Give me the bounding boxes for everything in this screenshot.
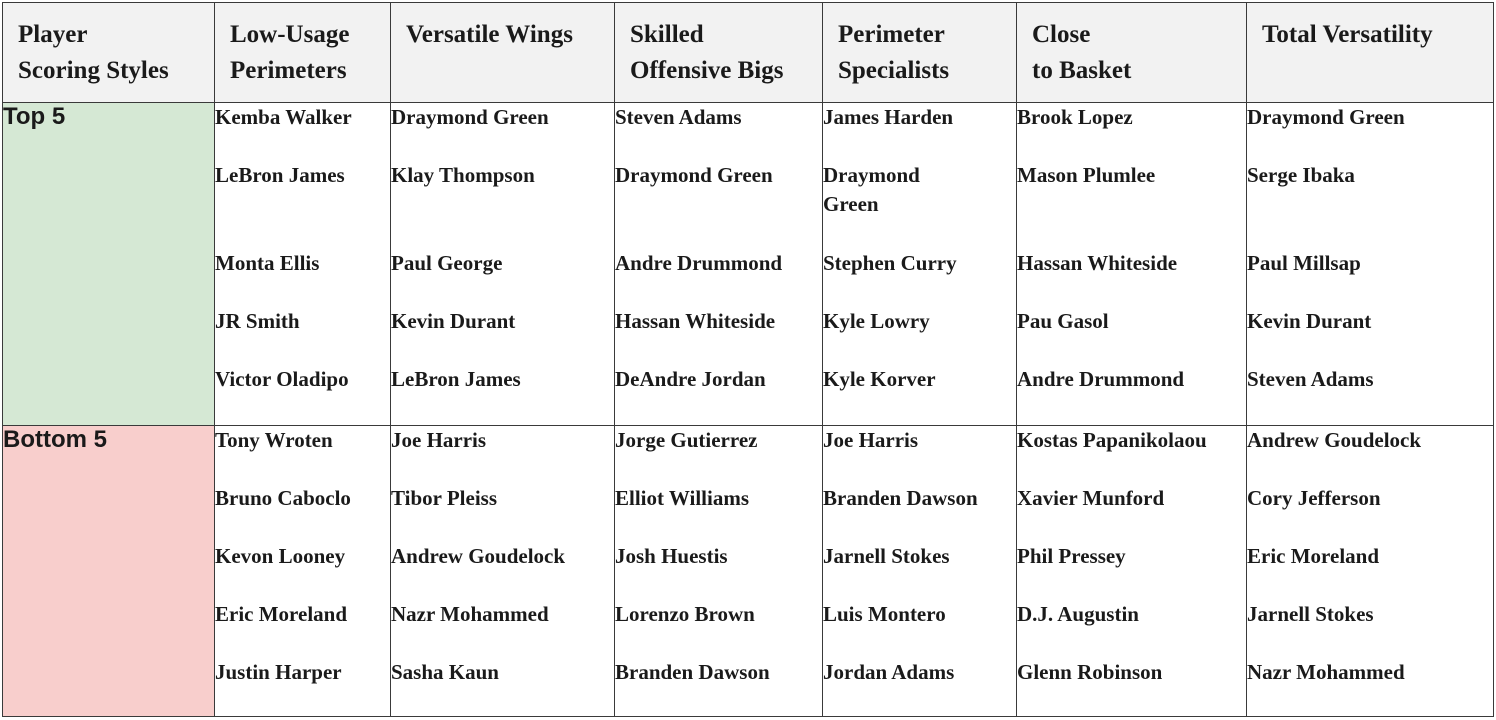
header-line: Player xyxy=(18,21,88,48)
player-name: Lorenzo Brown xyxy=(615,601,755,626)
player-name: Cory Jefferson xyxy=(1247,485,1381,510)
player-list xyxy=(1017,426,1246,716)
header-skilled-offensive-bigs xyxy=(615,3,823,103)
player-list xyxy=(215,103,390,423)
player-name: Phil Pressey xyxy=(1017,543,1126,568)
header-line: Specialists xyxy=(838,57,950,84)
player-name: Joe Harris xyxy=(391,427,487,452)
player-name: Joe Harris xyxy=(823,427,919,452)
player-name: Xavier Munford xyxy=(1017,485,1165,510)
player-name: Tony Wroten xyxy=(215,427,333,452)
player-list xyxy=(215,426,390,716)
player-name: Stephen Curry xyxy=(823,251,957,275)
player-list xyxy=(391,426,614,716)
player-name: Branden Dawson xyxy=(823,485,978,510)
top-5-perimeter-specialists xyxy=(823,103,1017,426)
player-name: JR Smith xyxy=(215,309,300,333)
header-line: Scoring Styles xyxy=(18,57,169,84)
player-name: Pau Gasol xyxy=(1017,309,1109,333)
header-line: Low-Usage xyxy=(230,21,350,48)
player-name: Victor Oladipo xyxy=(215,367,349,391)
player-name: Nazr Mohammed xyxy=(391,601,549,626)
player-name: Eric Moreland xyxy=(215,601,348,626)
player-name: Andre Drummond xyxy=(1017,367,1185,391)
player-name: Draymond Green xyxy=(391,105,549,129)
player-name: Steven Adams xyxy=(1247,367,1374,391)
player-name: Serge Ibaka xyxy=(1247,163,1355,187)
player-name: Branden Dawson xyxy=(615,659,770,684)
player-list xyxy=(391,103,614,423)
header-perimeter-specialists xyxy=(823,3,1017,103)
player-name: Hassan Whiteside xyxy=(615,309,776,333)
player-name: Paul Millsap xyxy=(1247,251,1361,275)
header-close-to-basket xyxy=(1017,3,1247,103)
player-name: Steven Adams xyxy=(615,105,742,129)
player-name: Jarnell Stokes xyxy=(823,543,950,568)
player-name: Draymond Green xyxy=(615,163,773,187)
player-name: Draymond Green xyxy=(823,163,920,216)
header-player-scoring-styles xyxy=(3,3,215,103)
header-versatile-wings xyxy=(391,3,615,103)
player-list xyxy=(1247,426,1493,716)
header-low-usage-perimeters xyxy=(215,3,391,103)
top-5-row xyxy=(3,103,1494,426)
player-name: Josh Huestis xyxy=(615,543,728,568)
bottom-5-total-versatility xyxy=(1247,425,1494,716)
player-name: LeBron James xyxy=(215,163,345,187)
bottom-5-versatile-wings xyxy=(391,425,615,716)
header-line: Skilled xyxy=(630,21,704,48)
player-name: Tibor Pleiss xyxy=(391,485,497,510)
player-name: Kyle Lowry xyxy=(823,309,930,333)
player-name: DeAndre Jordan xyxy=(615,367,766,391)
header-line: to Basket xyxy=(1032,57,1132,84)
player-name: Andre Drummond xyxy=(615,251,783,275)
player-name: LeBron James xyxy=(391,367,521,391)
player-name: Andrew Goudelock xyxy=(1247,427,1422,452)
player-list xyxy=(615,103,822,423)
player-list xyxy=(1247,103,1493,423)
player-name: Monta Ellis xyxy=(215,251,320,275)
header-line: Versatile Wings xyxy=(406,21,573,48)
row-label-top-5: Top 5 xyxy=(3,103,215,426)
player-name: Kevon Looney xyxy=(215,543,346,568)
player-list xyxy=(823,426,1016,716)
player-name: Jarnell Stokes xyxy=(1247,601,1374,626)
player-name: Glenn Robinson xyxy=(1017,659,1163,684)
header-line: Close xyxy=(1032,21,1091,48)
player-name: Justin Harper xyxy=(215,659,342,684)
player-name: Draymond Green xyxy=(1247,105,1405,129)
top-5-low-usage-perimeters xyxy=(215,103,391,426)
top-5-skilled-offensive-bigs xyxy=(615,103,823,426)
player-name: Kemba Walker xyxy=(215,105,352,129)
player-name: Jorge Gutierrez xyxy=(615,427,758,452)
player-name: Klay Thompson xyxy=(391,163,535,187)
top-5-close-to-basket xyxy=(1017,103,1247,426)
player-name: Bruno Caboclo xyxy=(215,485,351,510)
player-name: Elliot Williams xyxy=(615,485,749,510)
top-5-total-versatility xyxy=(1247,103,1494,426)
top-5-versatile-wings xyxy=(391,103,615,426)
player-name: Paul George xyxy=(391,251,503,275)
header-line: Total Versatility xyxy=(1262,21,1433,48)
player-list xyxy=(615,426,822,716)
player-name: Brook Lopez xyxy=(1017,105,1133,129)
player-name: Kevin Durant xyxy=(1247,309,1372,333)
player-name: Eric Moreland xyxy=(1247,543,1380,568)
player-list xyxy=(1017,103,1246,423)
row-label-bottom-5: Bottom 5 xyxy=(3,425,215,716)
bottom-5-low-usage-perimeters xyxy=(215,425,391,716)
bottom-5-row xyxy=(3,425,1494,716)
player-name: James Harden xyxy=(823,105,954,129)
player-name: Mason Plumlee xyxy=(1017,163,1156,187)
player-name: Hassan Whiteside xyxy=(1017,251,1178,275)
header-line: Perimeters xyxy=(230,57,347,84)
bottom-5-perimeter-specialists xyxy=(823,425,1017,716)
player-name: Andrew Goudelock xyxy=(391,543,566,568)
player-name: Nazr Mohammed xyxy=(1247,659,1405,684)
player-name: Jordan Adams xyxy=(823,659,955,684)
player-name: Luis Montero xyxy=(823,601,946,626)
player-name: Sasha Kaun xyxy=(391,659,499,684)
player-name: Kostas Papanikolaou xyxy=(1017,427,1207,452)
bottom-5-close-to-basket xyxy=(1017,425,1247,716)
player-list xyxy=(823,103,1016,423)
header-row xyxy=(3,3,1494,103)
header-total-versatility xyxy=(1247,3,1494,103)
player-name: D.J. Augustin xyxy=(1017,601,1139,626)
header-line: Perimeter xyxy=(838,21,945,48)
bottom-5-skilled-offensive-bigs xyxy=(615,425,823,716)
player-name: Kyle Korver xyxy=(823,367,936,391)
header-line: Offensive Bigs xyxy=(630,57,784,84)
player-name: Kevin Durant xyxy=(391,309,516,333)
scoring-styles-table xyxy=(2,2,1494,717)
